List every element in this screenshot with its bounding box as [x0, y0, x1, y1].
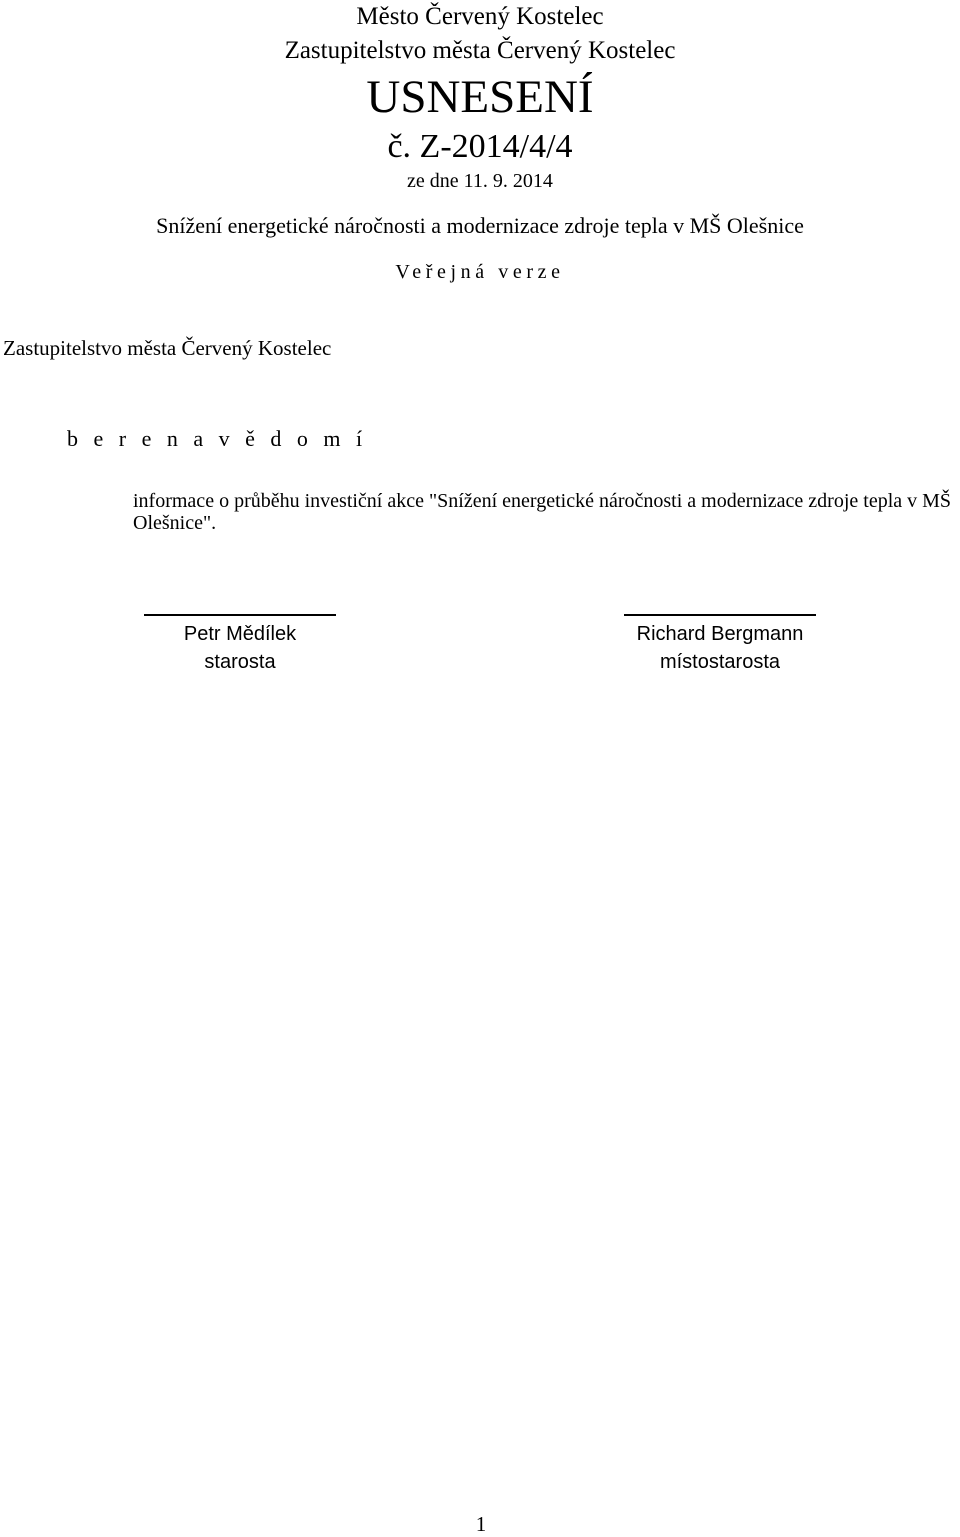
- signatory-role: starosta: [204, 651, 276, 673]
- signatory-name: Petr Mědílek: [183, 623, 297, 645]
- document-date: ze dne 11. 9. 2014: [407, 170, 553, 192]
- document-number: č. Z-2014/4/4: [387, 128, 573, 165]
- signatory-role: místostarosta: [659, 651, 781, 673]
- signatory-name: Richard Bergmann: [636, 623, 804, 645]
- council-name: Zastupitelstvo města Červený Kostelec: [284, 37, 676, 64]
- signature-line: [144, 614, 336, 616]
- resolving-body: Zastupitelstvo města Červený Kostelec: [3, 336, 332, 360]
- page-number: 1: [475, 1512, 487, 1536]
- version-label: Veřejná verze: [395, 261, 565, 283]
- resolution-detail: informace o průběhu investiční akce "Snížení energetické náročnosti a modernizace zdroje tepla v MŠ Olešnice".: [133, 490, 952, 534]
- city-name: Město Červený Kostelec: [356, 3, 604, 30]
- signature-block-mayor: [144, 596, 336, 676]
- document-type-title: USNESENÍ: [366, 71, 594, 123]
- signature-block-deputy-mayor: [624, 596, 816, 676]
- resolution-subject: Snížení energetické náročnosti a modernizace zdroje tepla v MŠ Olešnice: [156, 213, 804, 238]
- signature-line: [624, 614, 816, 616]
- resolution-action: b e r e n a v ě d o m í: [67, 426, 363, 451]
